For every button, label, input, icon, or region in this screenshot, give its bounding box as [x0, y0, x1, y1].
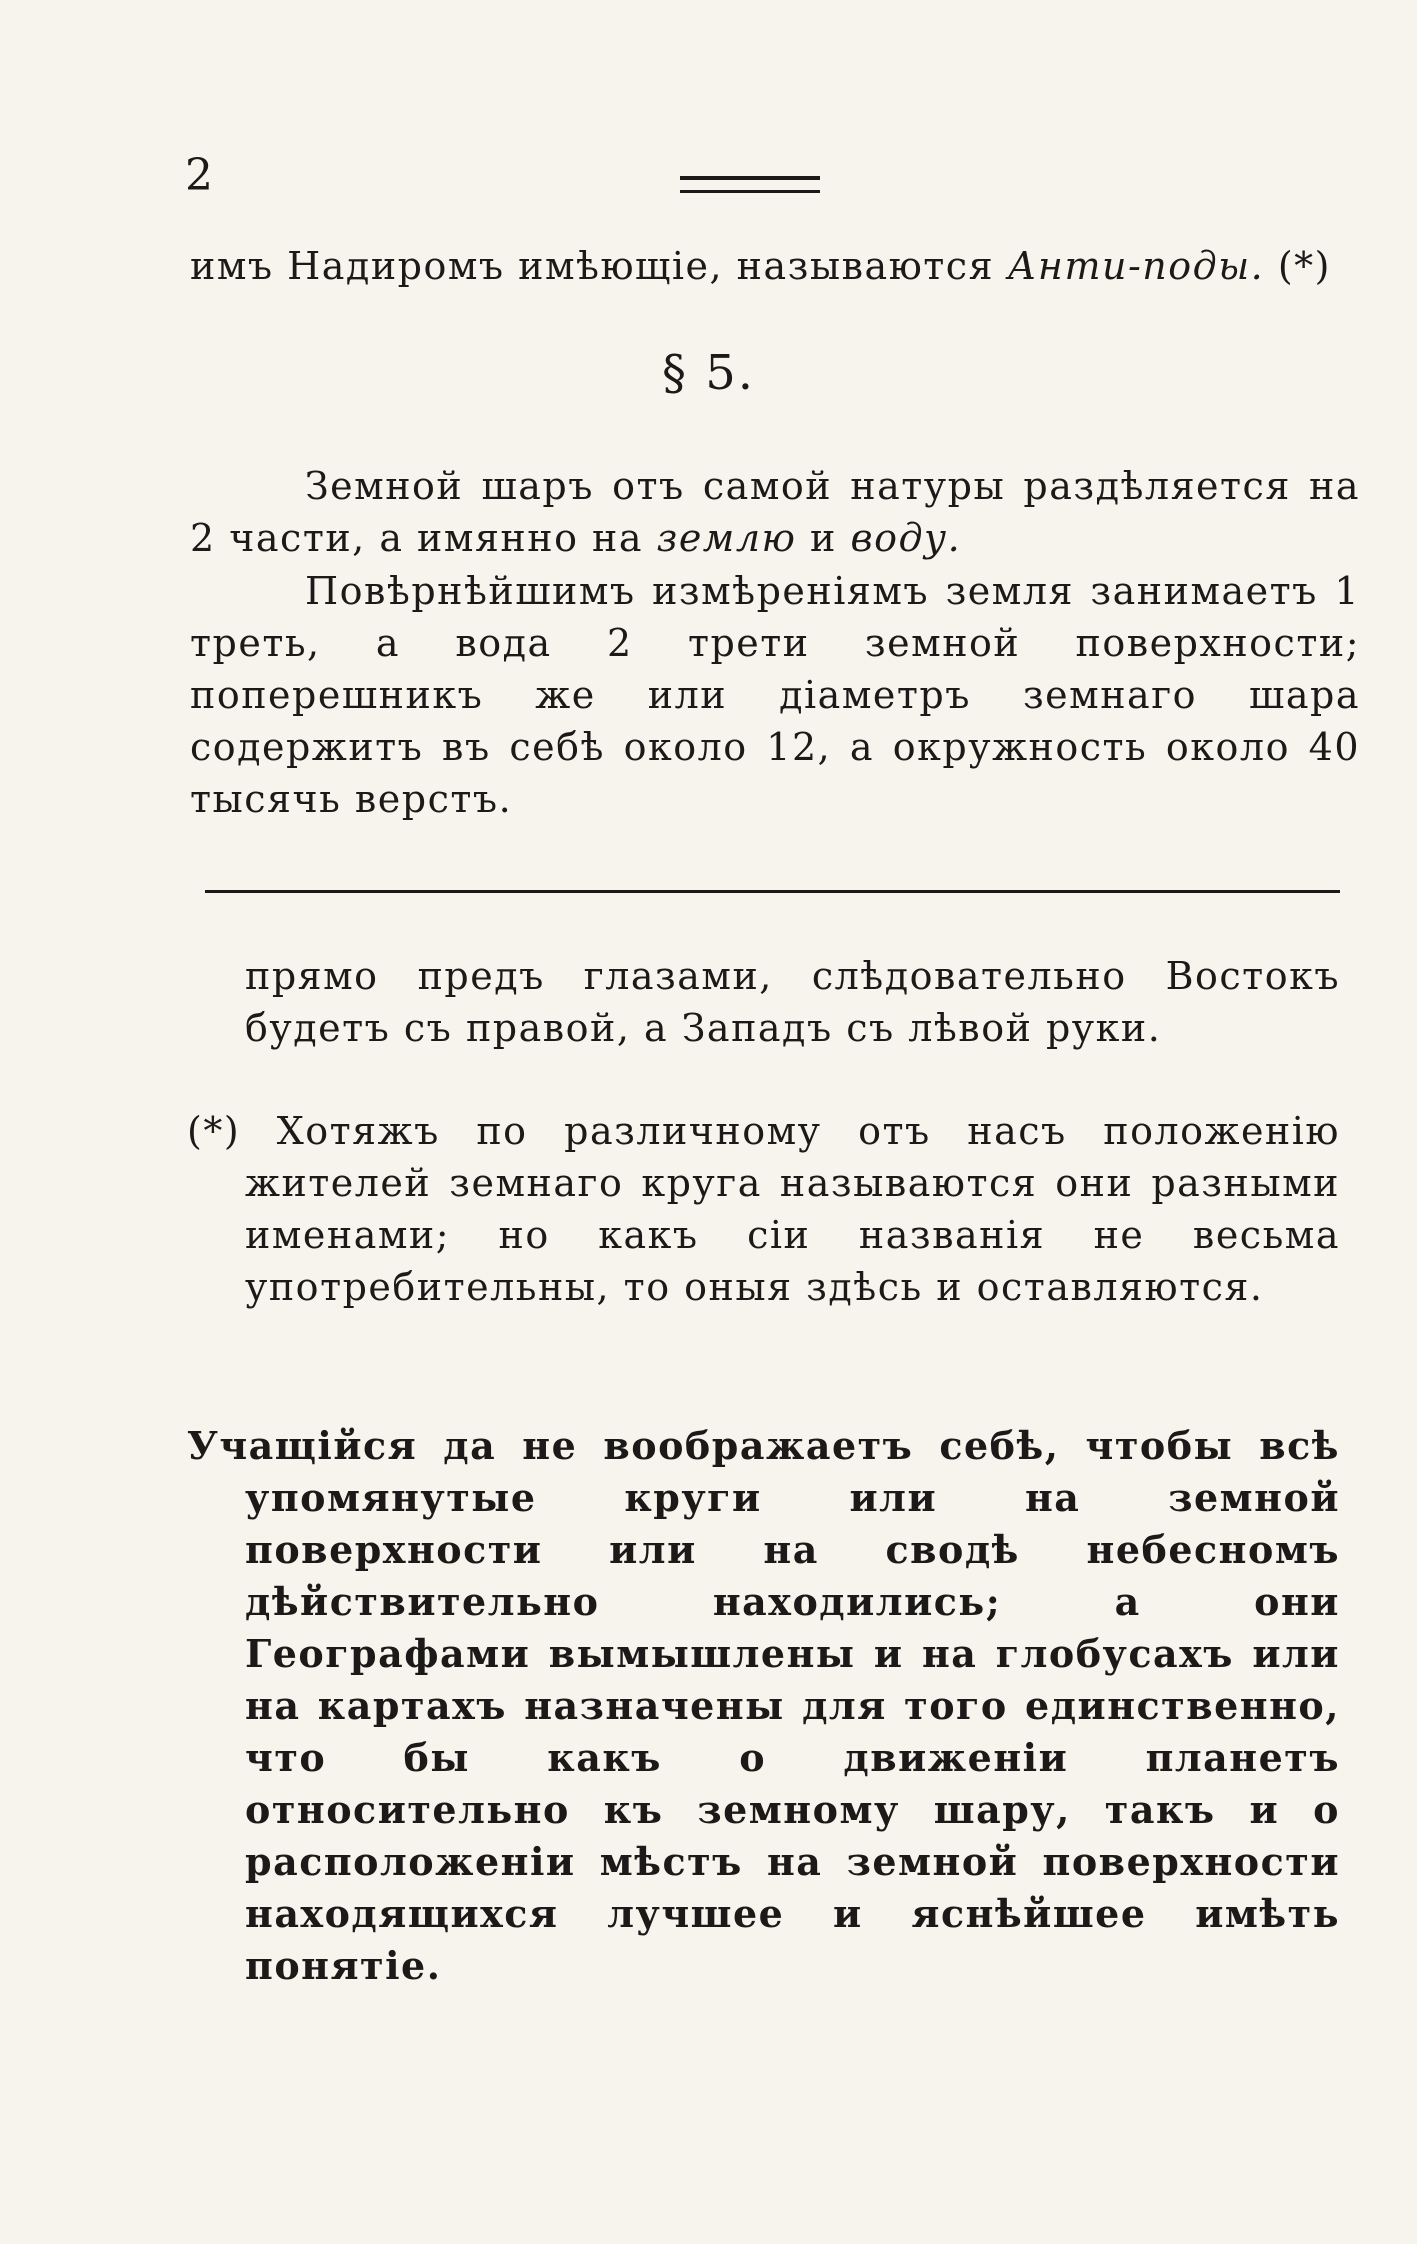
earth-division-text: Земной шаръ отъ самой натуры раздѣляется на 2 части, а имянно на: [190, 464, 1360, 560]
antipodes-term: Анти-поды.: [1007, 244, 1265, 288]
header-rule: [680, 176, 820, 193]
section-title: § 5.: [661, 345, 756, 401]
antipodes-text: имъ Надиромъ имѣющіе, называются: [190, 244, 1008, 288]
footnote-antipodes: (*) Хотяжъ по различному отъ насъ положенію жителей земнаго круга называются они разными именами; но какъ сіи названія не весьма употребительны, то оныя здѣсь и оставляются.: [187, 1109, 1340, 1309]
footnote-rule: [205, 890, 1340, 893]
term-land: землю: [656, 516, 797, 560]
term-water: воду.: [850, 516, 962, 560]
paragraph-earth-division: [190, 460, 1360, 564]
paragraph-antipodes: [190, 240, 1360, 292]
note-imaginary-circles: Учащійся да не воображаетъ себѣ, чтобы всѣ упомянутые круги или на земной поверхности или на сводѣ небесномъ дѣйствительно находились; а они Географами вымышлены и на глобусахъ или на картахъ назначены для того единственно, что бы какъ о движеніи планетъ относительно къ земному шару, такъ и о расположеніи мѣстъ на земной поверхности находящихся лучшее и яснѣйшее имѣть понятіе.: [187, 1423, 1340, 1988]
footnote-marker: (*): [1264, 244, 1331, 288]
page-number: 2: [185, 150, 214, 201]
conjunction: и: [796, 516, 851, 560]
paragraph-measurements: Повѣрнѣйшимъ измѣреніямъ земля занимаетъ 1 треть, а вода 2 трети земной поверхности; поперешникъ же или діаметръ земнаго шара содержитъ въ себѣ около 12, а окружность около 40 тысячь верстъ.: [190, 569, 1360, 821]
footnote-continued: прямо предъ глазами, слѣдовательно Востокъ будетъ съ правой, а Западъ съ лѣвой руки.: [245, 954, 1340, 1050]
